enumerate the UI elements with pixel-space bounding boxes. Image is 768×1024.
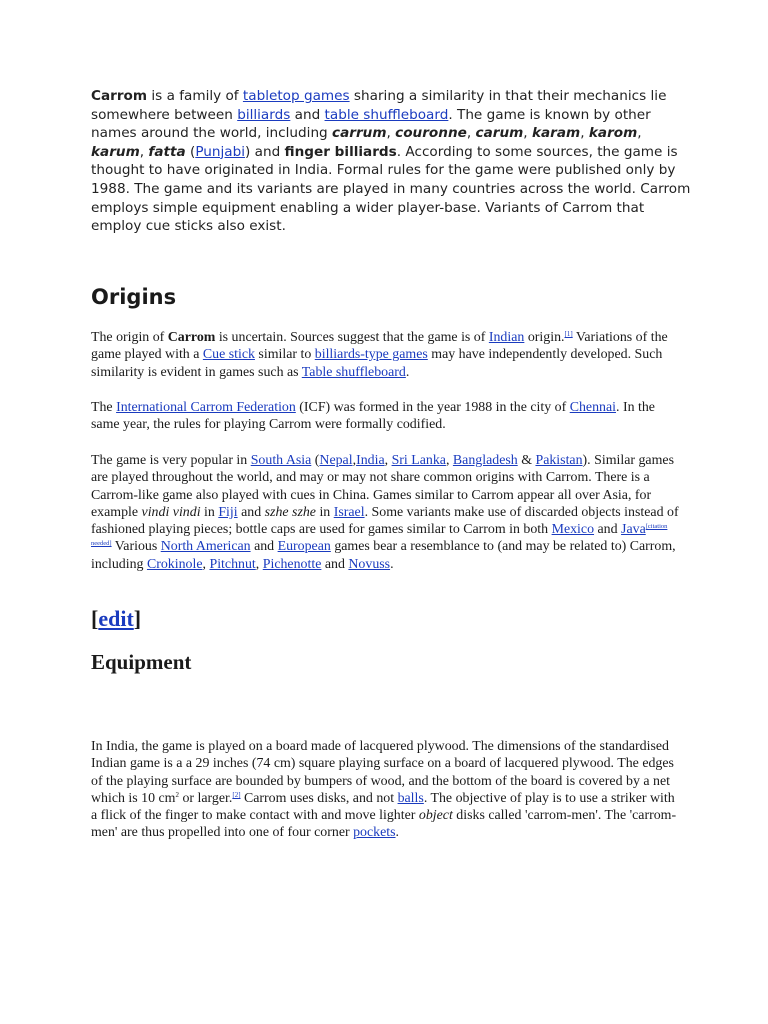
intro-title-term: Carrom	[91, 88, 148, 104]
superscript-2: 2	[175, 790, 179, 799]
separator: ,	[466, 125, 476, 142]
text: .	[390, 556, 394, 572]
text: in	[315, 504, 334, 520]
separator: ,	[523, 125, 532, 142]
text: .	[395, 825, 400, 841]
edit-link[interactable]: edit	[98, 606, 134, 631]
link-south-asia[interactable]: South Asia	[250, 453, 312, 468]
text: and	[594, 522, 622, 538]
text: .	[405, 364, 410, 380]
intro-text: . According to some sources, the game is thought to have originated in India. Formal rules for the game were published only by 1988. The game and its variants are played in many countries across the world. Carrom employs simple equipment enabling a wider player-base. Variants of Carrom that employ cue sticks also exist.	[91, 143, 691, 235]
text: or larger.	[179, 790, 233, 806]
citation-needed[interactable]: [citation needed]	[91, 523, 668, 548]
bracket: [	[91, 606, 99, 631]
alt-name: carum	[475, 125, 524, 142]
reference-2[interactable]: [2]	[232, 790, 241, 799]
text: in	[200, 504, 219, 520]
alt-name: karum	[91, 143, 140, 160]
link-tabletop-games[interactable]: tabletop games	[242, 88, 350, 104]
link-fiji[interactable]: Fiji	[218, 504, 238, 520]
text: ). Similar games are played throughout the world, and may or may not share common origins with Carrom. There is a Carrom-like game also played with cues in China. Games similar to Carrom appear all over Asia, for example	[91, 453, 674, 520]
separator: ,	[445, 453, 453, 468]
separator: ,	[386, 125, 396, 142]
intro-text: and	[290, 106, 325, 123]
equipment-paragraph	[91, 738, 681, 842]
link-sri-lanka[interactable]: Sri Lanka	[391, 453, 446, 468]
game-name-szhe-szhe: szhe szhe	[264, 504, 316, 520]
text: and	[321, 556, 349, 572]
text: and	[250, 539, 278, 555]
game-name-vindi-vindi: vindi vindi	[141, 504, 201, 520]
link-bangladesh[interactable]: Bangladesh	[452, 453, 518, 468]
link-indian[interactable]: Indian	[488, 330, 525, 345]
text: (ICF) was formed in the year 1988 in the city of	[295, 400, 570, 415]
link-billiards[interactable]: billiards	[237, 106, 291, 123]
link-chennai[interactable]: Chennai	[569, 400, 617, 415]
text: and	[237, 504, 265, 520]
carrom-term: Carrom	[167, 330, 216, 345]
intro-text: sharing a similarity in that their mechanics lie somewhere between	[91, 88, 667, 123]
link-european[interactable]: European	[277, 539, 331, 555]
text: The origin of	[91, 330, 168, 345]
intro-text: (	[185, 143, 196, 160]
link-pichenotte[interactable]: Pichenotte	[262, 556, 322, 572]
intro-text: . The game is known by other names around the world, including	[91, 106, 651, 142]
separator: ,	[202, 556, 210, 572]
origins-paragraph-3	[91, 452, 681, 573]
link-billiards-type-games[interactable]: billiards-type games	[314, 347, 428, 363]
origins-paragraph-2	[91, 399, 681, 434]
text: games bear a resemblance to (and may be related to) Carrom, including	[91, 539, 676, 572]
text: In India, the game is played on a board made of lacquered plywood. The dimensions of the standardised Indian game is a a 29 inches (74 cm) square playing surface on a board of lacquered plywood. The edges of the playing surface are bounded by bumpers of wood, and the bottom of the board is covered by a net which is 10 cm	[91, 739, 674, 806]
link-international-carrom-federation[interactable]: International Carrom Federation	[116, 400, 296, 415]
separator: ,	[580, 125, 589, 142]
edit-section-link	[91, 606, 141, 632]
link-crokinole[interactable]: Crokinole	[146, 556, 203, 572]
text: . The objective of play is to use a striker with a flick of the finger to make contact with and move lighter	[91, 790, 675, 824]
text: Variations of the game played with a	[91, 330, 668, 363]
separator: ,	[384, 453, 392, 468]
link-punjabi[interactable]: Punjabi	[195, 143, 246, 160]
link-pitchnut[interactable]: Pitchnut	[209, 556, 256, 572]
finger-billiards-term: finger billiards	[284, 143, 397, 160]
text: Carrom uses disks, and not	[240, 790, 398, 806]
link-balls[interactable]: balls	[397, 790, 424, 806]
link-java[interactable]: Java	[621, 522, 646, 538]
link-novuss[interactable]: Novuss	[348, 556, 391, 572]
link-table-shuffleboard-2[interactable]: Table shuffleboard	[301, 364, 406, 380]
text: The game is very popular in	[91, 453, 251, 468]
bracket: ]	[133, 606, 142, 631]
object-term: object	[418, 808, 453, 824]
alt-name: couronne	[395, 125, 467, 142]
link-table-shuffleboard[interactable]: table shuffleboard	[324, 106, 449, 123]
alt-name: carrum	[332, 125, 387, 142]
link-cue-stick[interactable]: Cue stick	[202, 347, 255, 363]
separator: &	[517, 453, 536, 468]
reference-1[interactable]: [1]	[564, 330, 573, 338]
origins-paragraph-1	[91, 329, 681, 381]
link-north-american[interactable]: North American	[160, 539, 251, 555]
link-mexico[interactable]: Mexico	[551, 522, 595, 538]
text: origin.	[524, 330, 565, 345]
origins-heading: Origins	[91, 285, 177, 309]
separator: ,	[255, 556, 263, 572]
separator: ,	[352, 453, 357, 468]
text: . Some variants make use of discarded objects instead of fashioned playing pieces; bottle caps are used for games similar to Carrom in both	[91, 504, 679, 538]
alt-name: fatta	[148, 143, 186, 160]
text: Various	[111, 539, 161, 555]
link-nepal[interactable]: Nepal	[319, 453, 353, 468]
text: (	[311, 453, 320, 468]
separator: ,	[139, 143, 149, 160]
intro-text: ) and	[245, 143, 285, 160]
link-israel[interactable]: Israel	[333, 504, 365, 520]
equipment-heading: Equipment	[91, 650, 192, 674]
link-india[interactable]: India	[356, 453, 385, 468]
text: disks called 'carrom-men'. The 'carrom-men' are thus propelled into one of four corner	[91, 808, 677, 841]
link-pakistan[interactable]: Pakistan	[535, 453, 583, 468]
text: The	[91, 400, 117, 415]
intro-text: is a family of	[147, 88, 243, 104]
text: similar to	[254, 347, 315, 363]
intro-paragraph	[91, 87, 691, 236]
link-pockets[interactable]: pockets	[353, 825, 396, 841]
alt-name: karom	[588, 125, 638, 142]
text: may have independently developed. Such similarity is evident in games such as	[91, 347, 663, 380]
alt-name: karam	[531, 125, 581, 142]
text: . In the same year, the rules for playing Carrom were formally codified.	[91, 400, 655, 433]
text: is uncertain. Sources suggest that the game is of	[215, 330, 489, 345]
separator: ,	[637, 125, 642, 142]
